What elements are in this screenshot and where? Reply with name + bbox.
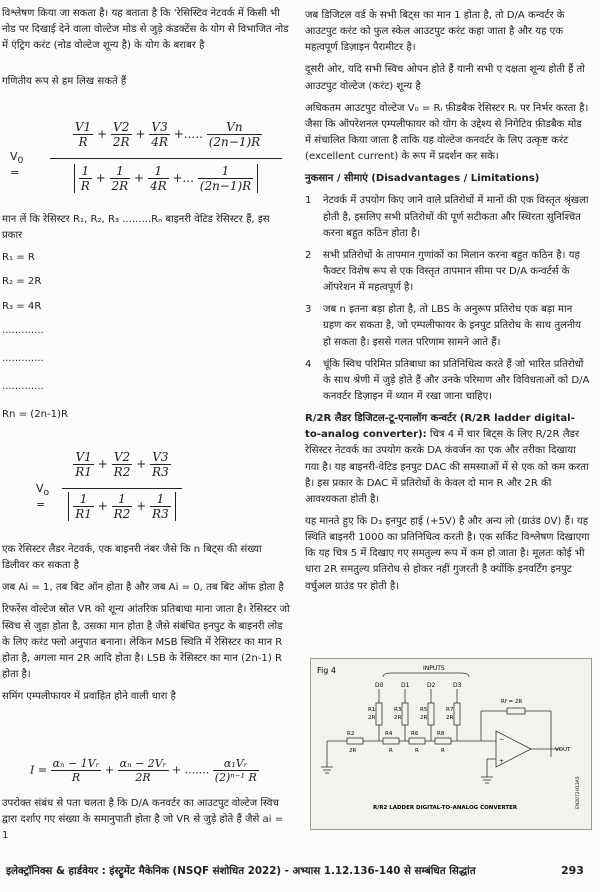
eq1-b1: 1 bbox=[81, 164, 90, 178]
eq1-nn: Vn bbox=[226, 120, 243, 134]
r2r-body: चित्र 4 में चार बिट्स के लिए R/2R लैडर रेसिस्टर नेटवर्क का उपयोग करके DA कंवर्जन का एक और तरीका दिखाया गया है। यह बाइनरी-वेटिड इनपुट DAC की समस्याओं में से एक को कम करता है। इस प्रकार के DAC में प्रतिरोधों के केवल दो मान R और 2R की आवश्यकता होती है। bbox=[305, 429, 589, 505]
eq1-denominator-row bbox=[50, 164, 282, 193]
fig-r3v: 2R bbox=[394, 715, 402, 721]
eq1-bplus-1: + bbox=[95, 171, 106, 185]
ai-paragraph: जब Ai = 1, तब बिट ऑन होता है और जब Ai = 0, तब बिट ऑफ होता है bbox=[2, 582, 284, 594]
rdots-line-3: ............. bbox=[2, 380, 44, 392]
resistor-intro: मान लें कि रेसिस्टर R₁, R₂, R₃ .........Rₙ बाइनरी वेटिड रेसिस्टर हैं, इस प्रकार bbox=[2, 214, 270, 242]
eq1-b3: 1 bbox=[154, 164, 163, 178]
summing-paragraph: समिंग एम्पलीफायर में प्रवाहित होने वाली धारा है bbox=[2, 691, 176, 703]
fig-r8v: R bbox=[441, 748, 445, 754]
eq2-denominator-row bbox=[62, 492, 182, 521]
eq2-lhs-sub: o bbox=[43, 487, 50, 499]
eq2-b3: 1 bbox=[156, 492, 165, 506]
eq1-lhs: V bbox=[10, 150, 18, 163]
fig-r6: R6 bbox=[411, 731, 419, 737]
eq1-d3: 4R bbox=[151, 135, 168, 149]
inputs-brace bbox=[383, 673, 469, 677]
eq3-d1: R bbox=[51, 770, 102, 784]
fig-r5v: 2R bbox=[420, 715, 428, 721]
eq1-dots: +..... bbox=[173, 127, 203, 141]
resistor-block bbox=[0, 212, 292, 423]
fig-r8: R8 bbox=[437, 731, 445, 737]
fig-inputs: INPUTS bbox=[423, 665, 445, 672]
eq2-bd3: R3 bbox=[152, 507, 169, 521]
eq2-n1: V1 bbox=[75, 450, 92, 464]
fig-d3: D3 bbox=[453, 682, 462, 689]
fig-caption: R/R2 LADDER DIGITAL-TO-ANALOG CONVERTER bbox=[373, 805, 518, 811]
eq3-d3: (2)ⁿ⁻¹ R bbox=[214, 771, 257, 784]
right-p2: दूसरी ओर, यदि सभी स्विच ओपन होते हैं यानी सभी ए दक्षता शून्य होती हैं तो आउटपुट वोल्टेज (करंट) शून्य है bbox=[305, 64, 585, 92]
eq1-plus-2: + bbox=[135, 127, 146, 141]
right-p1: जब डिजिटल वर्ड के सभी बिट्स का मान 1 होता है, तो D/A कन्वर्टर के आउटपुट करंट को फुल स्केल आउटपुट करंट कहा जाता है और यह एक महत्वपूर्ण डिज़ाइन पैरामीटर है। bbox=[305, 10, 565, 54]
fig-r6v: R bbox=[415, 748, 419, 754]
left-intro: विश्लेषण किया जा सकता है। यह बताता है कि 'रेसिस्टिव नेटवर्क में किसी भी नोड पर दिखाई देने वाला वोल्टेज मोड से जुड़े कंडक्टेंस के योग से विभाजित नोड में एंट्रिग करंट (नोड वोल्टेज शून्य है) के योग के बराबर है bbox=[2, 8, 289, 52]
r2r-ladder-diagram bbox=[311, 659, 591, 829]
list-item-number: 4 bbox=[305, 358, 312, 370]
eq2-d1: R1 bbox=[75, 465, 92, 479]
eq2-main-bar bbox=[62, 488, 182, 489]
fig-rf: Rf = 2R bbox=[501, 699, 523, 705]
eq2-d3: R3 bbox=[152, 465, 169, 479]
ladder-paragraph: एक रेसिस्टर लैडर नेटवर्क, एक बाइनरी नंबर जैसे कि n बिट्स की संख्या डिलीवर कर सकता है bbox=[2, 544, 262, 572]
page-number: 293 bbox=[561, 864, 584, 877]
eq1-equals: = bbox=[10, 166, 20, 180]
conclusion-paragraph: उपरोक्त संबंध से पता चलता है कि D/A कनवर्टर का आउटपुट वोल्टेज स्विच द्वारा दर्शाए गए संख्या के समानुपाती होता है जो VR से जुड़े होते हैं जैसे ai = 1 bbox=[2, 798, 284, 842]
list-item-number: 2 bbox=[305, 249, 312, 261]
left-lower-text bbox=[0, 542, 292, 711]
eq1-bd2: 2R bbox=[111, 179, 129, 193]
rdots-line-1: ............. bbox=[2, 324, 44, 336]
math-intro: गणितीय रूप से हम लिख सकते हैं bbox=[2, 76, 127, 87]
fig-r3: R3 bbox=[394, 707, 402, 713]
fig-r1: R1 bbox=[368, 707, 376, 713]
opamp-minus-sign: − bbox=[499, 736, 505, 743]
eq2-bplus-1: + bbox=[97, 499, 108, 513]
eq1-bplus-2: + bbox=[134, 171, 145, 185]
eq1-main-bar bbox=[50, 158, 282, 159]
eq1-d2: 2R bbox=[112, 135, 130, 149]
eq1-b2: 1 bbox=[116, 164, 124, 178]
eq2-n3: V3 bbox=[152, 450, 169, 464]
eq3-dots: + ....... bbox=[172, 763, 210, 777]
r1-line: R₁ = R bbox=[2, 252, 35, 264]
fig-vout: VOUT bbox=[555, 747, 571, 753]
eq1-n2: V2 bbox=[113, 120, 130, 134]
eq2-plus-1: + bbox=[97, 457, 108, 471]
left-conclusion-block bbox=[0, 796, 292, 850]
eq2-b1: 1 bbox=[79, 492, 88, 506]
eq2-bplus-2: + bbox=[136, 499, 147, 513]
eq2-plus-2: + bbox=[136, 457, 147, 471]
eq1-bd3: 4R bbox=[149, 179, 167, 193]
eq1-bn: 1 bbox=[221, 164, 230, 178]
eq1-bd1: R bbox=[80, 179, 90, 193]
list-item bbox=[305, 193, 590, 241]
rn-line: Rn = (2n-1)R bbox=[2, 409, 69, 421]
list-item-text: चूंकि स्विच परिमित प्रतिबाधा का प्रतिनिधित्व करते हैं जो भारित प्रतिरोधों के साथ श्रेणी में जुड़े होते हैं और उनके परिमाण और विविधताओं को D/A कनवर्टर डिज़ाइन में ध्यान में रखा जाना चाहिए। bbox=[323, 358, 590, 402]
eq1-bdots: +... bbox=[172, 171, 194, 185]
r3-line: R₃ = 4R bbox=[2, 300, 42, 312]
eq3-n1: αₙ − 1Vᵣ bbox=[52, 757, 100, 770]
list-item bbox=[305, 302, 590, 350]
r2-line: R₂ = 2R bbox=[2, 276, 42, 288]
eq1-plus-1: + bbox=[96, 127, 108, 141]
eq2-n2: V2 bbox=[113, 450, 131, 464]
fig-code: EN2072H13A5 bbox=[576, 776, 581, 809]
fig-label: Fig 4 bbox=[317, 666, 336, 675]
list-item-text: जब n इतना बड़ा होता है, तो LBS के अनुरूप प्रतिरोध एक बड़ा मान ग्रहण कर सकता है, जो एम्पलीफायर के इनपुट प्रतिरोध के साथ तुलनीय हो सकता है। इससे गलत परिणाम सामने आते हैं। bbox=[323, 304, 582, 348]
eq1-dn: (2n−1)R bbox=[208, 135, 261, 149]
disadvantages-heading: नुकसान / सीमाएं (Disadvantages / Limitations) bbox=[305, 173, 540, 185]
figure-4 bbox=[310, 658, 592, 830]
eq2-numerator-row bbox=[62, 450, 182, 479]
ref-paragraph: रिफरेंस वोल्टेज स्रोत VR को शून्य आंतरिक प्रतिबाधा माना जाता है। रेसिस्टर जो स्विच से जुड़ा होता है, उसका मान होता है जैसे संबंधित इनपुट के बाइनरी लोड के लिए करंट फ्लो अनुपात बनाना। लेकिन MSB स्थिति में रेसिस्टर का मान R होता है, अगला मान 2R आदि होता है। LSB के रेसिस्टर का मान (2n-1) R होता है। bbox=[2, 604, 290, 680]
right-column bbox=[305, 8, 590, 601]
fig-r1v: 2R bbox=[368, 715, 376, 721]
r2r-title: R/2R लैडर डिजिटल-टू-एनालॉग कन्वर्टर (R/2R ladder digital-to-analog converter): bbox=[305, 413, 575, 441]
list-item-text: नेटवर्क में उपयोग किए जाने वाले प्रतिरोधों में मानों की एक विस्तृत श्रृंखला होती है, इसलिए सभी प्रतिरोधों की पूर्ण सटीकता और स्थिरता सुनिश्चित करना बहुत कठिन होता है। bbox=[323, 195, 589, 239]
fig-r2: R2 bbox=[347, 731, 355, 737]
r2r-paragraph bbox=[305, 411, 590, 508]
fig-r4: R4 bbox=[385, 731, 393, 737]
list-item-number: 1 bbox=[305, 195, 312, 207]
eq1-d1: R bbox=[73, 134, 93, 149]
equation-3 bbox=[30, 757, 259, 784]
eq2-bd1: R1 bbox=[75, 507, 92, 521]
eq3-d2: 2R bbox=[118, 770, 169, 784]
rdots-line-2: ............. bbox=[2, 352, 44, 364]
eq3-plus: + bbox=[104, 763, 115, 777]
fig-r7v: 2R bbox=[446, 715, 454, 721]
eq2-lhs: V bbox=[36, 482, 44, 495]
eq2-bd2: R2 bbox=[113, 507, 131, 521]
fig-r5: R5 bbox=[420, 707, 428, 713]
eq3-n2: αₙ − 2Vᵣ bbox=[119, 757, 167, 770]
fig-d0: D0 bbox=[375, 682, 384, 689]
list-item bbox=[305, 357, 590, 405]
eq3-lhs: I = bbox=[30, 763, 48, 777]
right-p5: यह मानते हुए कि D₃ इनपुट हाई (+5V) है और अन्य लो (ग्राउंड 0V) हैं। यह स्थिति बाइनरी 1000 का प्रतिनिधित्व करती है। एक सर्किट विश्लेषण दिखाएगा कि यह चित्र 5 में दिखाए गए समतुल्य रूप में कम हो जाता है। मूलतः कोई भी धारा 2R समतुल्य प्रतिरोध से होकर नहीं गुजरती है क्योंकि इनवर्टिंग इनपुट वर्चुअल ग्राउंड पर होती है। bbox=[305, 515, 590, 592]
disadvantages-list bbox=[305, 193, 590, 405]
fig-r4v: R bbox=[389, 748, 393, 754]
eq1-bdn: (2n−1)R bbox=[199, 179, 252, 193]
fig-r7: R7 bbox=[446, 707, 454, 713]
eq1-n1: V1 bbox=[74, 120, 92, 134]
opamp-plus-sign: + bbox=[499, 758, 505, 765]
horizontal-ladder bbox=[321, 708, 561, 783]
fig-d1: D1 bbox=[401, 682, 410, 689]
eq2-b2: 1 bbox=[118, 492, 126, 506]
list-item-text: सभी प्रतिरोधों के तापमान गुणांकों का मिलान करना बहुत कठिन है। यह फैक्टर विशेष रूप से एक विस्तृत तापमान सीमा पर D/A कन्वर्टर्स के ऑपरेशन में महत्वपूर्ण है। bbox=[323, 249, 580, 294]
fig-d2: D2 bbox=[427, 682, 436, 689]
eq1-lhs-sub: 0 bbox=[17, 155, 24, 167]
fig-r2v: 2R bbox=[349, 748, 357, 754]
list-item bbox=[305, 248, 590, 296]
eq2-d2: R2 bbox=[113, 465, 131, 479]
eq1-n3: V3 bbox=[151, 120, 168, 134]
list-item-number: 3 bbox=[305, 304, 312, 316]
eq2-equals: = bbox=[36, 498, 46, 512]
eq3-n3: α₁Vᵣ bbox=[223, 757, 248, 770]
eq1-numerator-row bbox=[50, 120, 285, 149]
right-p3: अधिकतम आउटपुट वोल्टेज V₀ = Rᵢ फ़ीडबैक रेसिस्टर Rᵢ पर निर्भर करता है। जैसा कि ऑपरेशनल एम्पलीफायर को योग के उद्देश्य से निगेटिव फ़ीडबैक मोड में संचालित किया जाता है ताकि यह वोल्टेज कनवर्टर के लिए उत्कृष्ट करंट (excellent current) के रूप में प्रदर्शन कर सके। bbox=[305, 102, 589, 163]
footer-text: इलेक्ट्रॉनिक्स & हार्डवेयर : इंस्ट्रूमेंट मैकेनिक (NSQF संशोधित 2022) - अभ्यास 1.12.136-140 से सम्बंधित सिद्धांत bbox=[6, 865, 476, 877]
